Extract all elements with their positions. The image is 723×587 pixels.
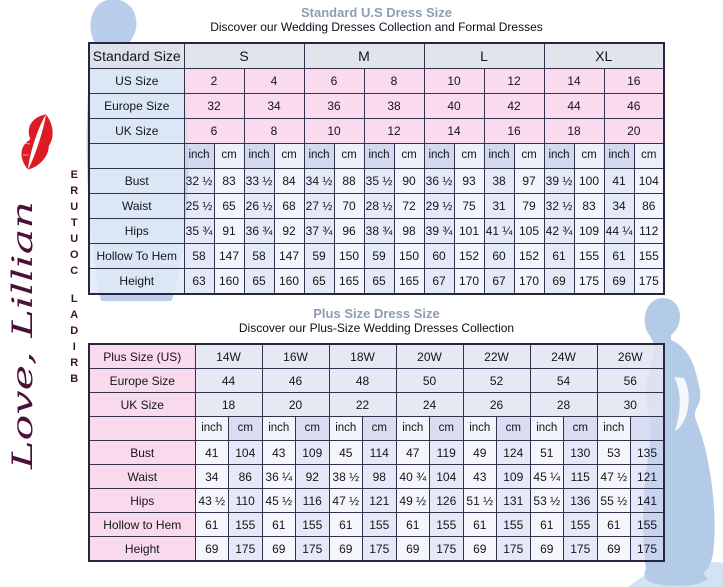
row-label: US Size [89,69,184,94]
row-label: Height [89,537,195,562]
measurement-cell: 61 [544,244,574,269]
unit-cm-header: cm [514,144,544,169]
size-cell: 18 [544,119,604,144]
brand-script-text: Love, Lillian [6,294,39,469]
measurement-cell: 34 [604,194,634,219]
measurement-cell: 175 [229,537,263,562]
measurement-cell: 32 ½ [184,169,214,194]
measurement-cell: 45 ¼ [530,465,564,489]
measurement-cell: 84 [274,169,304,194]
measurement-cell: 69 [604,269,634,295]
table-row [89,194,664,219]
measurement-cell: 34 ½ [304,169,334,194]
measurement-cell: 69 [544,269,574,295]
size-cell: 36 [304,94,364,119]
size-cell: 46 [262,369,329,393]
measurement-cell: 147 [274,244,304,269]
measurement-cell: 175 [631,537,665,562]
measurement-cell: 29 ½ [424,194,454,219]
brand-vertical-letter: O [70,249,79,261]
size-cell: 2 [184,69,244,94]
unit-cm-header: cm [454,144,484,169]
size-cell: 14W [195,344,262,369]
brand-vertical-letter: D [70,325,79,337]
measurement-cell: 59 [304,244,334,269]
size-cell: 18W [329,344,396,369]
plus-size-section [88,306,665,562]
measurement-cell: 91 [214,219,244,244]
row-label: Waist [89,465,195,489]
table-row [89,244,664,269]
measurement-cell: 41 ¼ [484,219,514,244]
measurement-cell: 36 ¼ [262,465,296,489]
measurement-cell: 135 [631,441,665,465]
measurement-cell: 61 [195,513,229,537]
row-label: Hollow to Hem [89,513,195,537]
measurement-cell: 53 [597,441,631,465]
measurement-cell: 92 [296,465,330,489]
measurement-cell: 104 [634,169,664,194]
measurement-cell: 115 [564,465,598,489]
size-cell: 16 [604,69,664,94]
measurement-cell: 104 [430,465,464,489]
brand-script-logo [0,183,70,478]
size-cell: 12 [364,119,424,144]
row-label: UK Size [89,119,184,144]
measurement-cell: 150 [394,244,424,269]
measurement-cell: 150 [334,244,364,269]
measurement-cell: 141 [631,489,665,513]
table-row [89,344,664,369]
size-cell: 50 [396,369,463,393]
size-cell: 24 [396,393,463,417]
measurement-cell: 69 [396,537,430,562]
unit-inch-header: inch [424,144,454,169]
row-label: Hips [89,219,184,244]
size-cell: 16W [262,344,329,369]
row-label: Plus Size (US) [89,344,195,369]
measurement-cell: 155 [574,244,604,269]
measurement-cell: 170 [514,269,544,295]
unit-inch-header: inch [184,144,214,169]
measurement-cell: 33 ½ [244,169,274,194]
measurement-cell: 65 [244,269,274,295]
measurement-cell: 83 [574,194,604,219]
measurement-cell: 39 ½ [544,169,574,194]
table-row [89,94,664,119]
row-label: Europe Size [89,94,184,119]
measurement-cell: 86 [229,465,263,489]
measurement-cell: 155 [634,244,664,269]
measurement-cell: 43 [262,441,296,465]
measurement-cell: 121 [363,489,397,513]
table-row [89,417,664,441]
unit-row-label [89,144,184,169]
measurement-cell: 175 [564,537,598,562]
standard-table-title: Standard U.S Dress Size [301,5,452,20]
table-row [89,513,664,537]
size-cell: 26 [463,393,530,417]
row-label: Waist [89,194,184,219]
measurement-cell: 61 [329,513,363,537]
table-row [89,219,664,244]
unit-cm-header: cm [564,417,598,441]
measurement-cell: 43 ½ [195,489,229,513]
size-cell: 8 [244,119,304,144]
unit-inch-header: inch [329,417,363,441]
size-charts-content [88,5,665,562]
measurement-cell: 155 [564,513,598,537]
measurement-cell: 61 [396,513,430,537]
measurement-cell: 104 [229,441,263,465]
table-row [89,69,664,94]
measurement-cell: 152 [514,244,544,269]
brand-vertical-letter: B [70,373,79,385]
measurement-cell: 49 ½ [396,489,430,513]
unit-inch-header: inch [597,417,631,441]
measurement-cell: 61 [597,513,631,537]
size-cell: 30 [597,393,664,417]
measurement-cell: 116 [296,489,330,513]
measurement-cell: 69 [530,537,564,562]
measurement-cell: 109 [296,441,330,465]
measurement-cell: 155 [631,513,665,537]
unit-inch-header: inch [544,144,574,169]
group-header-label: Standard Size [89,43,184,69]
measurement-cell: 47 [396,441,430,465]
brand-vertical-letter: L [70,293,78,305]
measurement-cell: 35 ½ [364,169,394,194]
unit-cm-header: cm [334,144,364,169]
plus-table-title: Plus Size Dress Size [313,306,440,321]
measurement-cell: 67 [424,269,454,295]
size-cell: 16 [484,119,544,144]
measurement-cell: 25 ½ [184,194,214,219]
unit-inch-header: inch [530,417,564,441]
measurement-cell: 124 [497,441,531,465]
measurement-cell: 45 [329,441,363,465]
measurement-cell: 69 [463,537,497,562]
table-row [89,144,664,169]
measurement-cell: 175 [296,537,330,562]
measurement-cell: 110 [229,489,263,513]
measurement-cell: 79 [514,194,544,219]
measurement-cell: 58 [184,244,214,269]
table-row [89,489,664,513]
measurement-cell: 98 [363,465,397,489]
measurement-cell: 69 [597,537,631,562]
unit-cm-header [631,417,665,441]
size-cell: 10 [304,119,364,144]
unit-inch-header: inch [604,144,634,169]
size-cell: 20 [604,119,664,144]
unit-inch-header: inch [304,144,334,169]
measurement-cell: 114 [363,441,397,465]
measurement-cell: 37 ¾ [304,219,334,244]
brand-vertical-text [70,167,79,387]
measurement-cell: 36 ¾ [244,219,274,244]
size-cell: 28 [530,393,597,417]
size-cell: 10 [424,69,484,94]
brand-vertical-letter: T [70,217,78,229]
unit-inch-header: inch [484,144,514,169]
measurement-cell: 165 [394,269,424,295]
measurement-cell: 160 [274,269,304,295]
measurement-cell: 59 [364,244,394,269]
unit-cm-header: cm [229,417,263,441]
row-label: Hips [89,489,195,513]
size-cell: 12 [484,69,544,94]
measurement-cell: 155 [296,513,330,537]
measurement-cell: 53 ½ [530,489,564,513]
measurement-cell: 47 ½ [329,489,363,513]
size-cell: 42 [484,94,544,119]
table-row [89,537,664,562]
measurement-cell: 35 ¾ [184,219,214,244]
measurement-cell: 175 [497,537,531,562]
measurement-cell: 75 [454,194,484,219]
measurement-cell: 70 [334,194,364,219]
measurement-cell: 38 ½ [329,465,363,489]
measurement-cell: 136 [564,489,598,513]
measurement-cell: 47 ½ [597,465,631,489]
measurement-cell: 28 ½ [364,194,394,219]
measurement-cell: 109 [574,219,604,244]
row-label: Bust [89,441,195,465]
measurement-cell: 175 [430,537,464,562]
measurement-cell: 100 [574,169,604,194]
measurement-cell: 67 [484,269,514,295]
row-label: UK Size [89,393,195,417]
measurement-cell: 42 ¾ [544,219,574,244]
size-cell: 38 [364,94,424,119]
measurement-cell: 65 [304,269,334,295]
measurement-cell: 60 [484,244,514,269]
measurement-cell: 90 [394,169,424,194]
measurement-cell: 155 [430,513,464,537]
size-cell: 20W [396,344,463,369]
measurement-cell: 65 [214,194,244,219]
unit-inch-header: inch [396,417,430,441]
unit-row-label [89,417,195,441]
measurement-cell: 41 [604,169,634,194]
size-cell: 8 [364,69,424,94]
measurement-cell: 175 [634,269,664,295]
group-header-cell: XL [544,43,664,69]
measurement-cell: 109 [497,465,531,489]
standard-size-section [88,5,665,295]
measurement-cell: 38 ¾ [364,219,394,244]
measurement-cell: 155 [497,513,531,537]
measurement-cell: 61 [604,244,634,269]
measurement-cell: 97 [514,169,544,194]
measurement-cell: 96 [334,219,364,244]
size-cell: 14 [544,69,604,94]
size-cell: 26W [597,344,664,369]
plus-size-table [88,343,665,562]
measurement-cell: 88 [334,169,364,194]
measurement-cell: 175 [574,269,604,295]
measurement-cell: 130 [564,441,598,465]
size-cell: 22W [463,344,530,369]
measurement-cell: 101 [454,219,484,244]
brand-block [0,0,88,587]
table-row [89,465,664,489]
measurement-cell: 68 [274,194,304,219]
size-cell: 34 [244,94,304,119]
table-row [89,119,664,144]
group-header-cell: S [184,43,304,69]
brand-vertical-letter: R [70,357,79,369]
table-row [89,169,664,194]
measurement-cell: 61 [262,513,296,537]
unit-cm-header: cm [634,144,664,169]
measurement-cell: 34 [195,465,229,489]
measurement-cell: 55 ½ [597,489,631,513]
unit-inch-header: inch [195,417,229,441]
size-cell: 44 [195,369,262,393]
brand-vertical-letter: U [70,201,79,213]
brand-vertical-letter: R [70,185,79,197]
group-header-cell: M [304,43,424,69]
size-cell: 24W [530,344,597,369]
group-header-cell: L [424,43,544,69]
measurement-cell: 69 [262,537,296,562]
size-cell: 4 [244,69,304,94]
measurement-cell: 86 [634,194,664,219]
size-cell: 6 [184,119,244,144]
measurement-cell: 165 [334,269,364,295]
row-label: Height [89,269,184,295]
brand-vertical-letter: U [70,233,79,245]
table-row [89,393,664,417]
measurement-cell: 160 [214,269,244,295]
size-cell: 46 [604,94,664,119]
size-cell: 56 [597,369,664,393]
measurement-cell: 63 [184,269,214,295]
lips-icon [6,106,67,179]
measurement-cell: 126 [430,489,464,513]
measurement-cell: 61 [530,513,564,537]
plus-table-subtitle: Discover our Plus-Size Wedding Dresses Collection [238,321,515,335]
row-label: Bust [89,169,184,194]
unit-cm-header: cm [574,144,604,169]
measurement-cell: 39 ¾ [424,219,454,244]
measurement-cell: 175 [363,537,397,562]
measurement-cell: 83 [214,169,244,194]
measurement-cell: 155 [363,513,397,537]
unit-cm-header: cm [430,417,464,441]
measurement-cell: 27 ½ [304,194,334,219]
measurement-cell: 51 [530,441,564,465]
measurement-cell: 61 [463,513,497,537]
size-cell: 48 [329,369,396,393]
measurement-cell: 155 [229,513,263,537]
size-cell: 54 [530,369,597,393]
size-cell: 52 [463,369,530,393]
unit-cm-header: cm [394,144,424,169]
measurement-cell: 147 [214,244,244,269]
measurement-cell: 38 [484,169,514,194]
brand-vertical-letter: A [70,309,79,321]
brand-vertical-letter: E [70,169,78,181]
size-cell: 6 [304,69,364,94]
unit-cm-header: cm [296,417,330,441]
measurement-cell: 41 [195,441,229,465]
unit-cm-header: cm [497,417,531,441]
measurement-cell: 40 ¾ [396,465,430,489]
measurement-cell: 65 [364,269,394,295]
measurement-cell: 58 [244,244,274,269]
measurement-cell: 119 [430,441,464,465]
unit-inch-header: inch [262,417,296,441]
size-cell: 32 [184,94,244,119]
measurement-cell: 45 ½ [262,489,296,513]
brand-vertical-letter: I [72,341,76,353]
measurement-cell: 131 [497,489,531,513]
table-row [89,441,664,465]
table-row [89,43,664,69]
standard-table-subtitle: Discover our Wedding Dresses Collection and Formal Dresses [210,20,543,34]
measurement-cell: 43 [463,465,497,489]
size-cell: 22 [329,393,396,417]
standard-size-table [88,42,665,295]
table-row [89,269,664,295]
measurement-cell: 51 ½ [463,489,497,513]
size-cell: 18 [195,393,262,417]
measurement-cell: 60 [424,244,454,269]
measurement-cell: 72 [394,194,424,219]
measurement-cell: 49 [463,441,497,465]
measurement-cell: 31 [484,194,514,219]
measurement-cell: 26 ½ [244,194,274,219]
unit-cm-header: cm [274,144,304,169]
measurement-cell: 36 ½ [424,169,454,194]
unit-cm-header: cm [363,417,397,441]
measurement-cell: 112 [634,219,664,244]
size-cell: 44 [544,94,604,119]
table-row [89,369,664,393]
measurement-cell: 32 ½ [544,194,574,219]
size-cell: 14 [424,119,484,144]
measurement-cell: 69 [329,537,363,562]
measurement-cell: 170 [454,269,484,295]
size-cell: 20 [262,393,329,417]
size-cell: 40 [424,94,484,119]
brand-vertical-letter: C [70,265,79,277]
measurement-cell: 44 ¼ [604,219,634,244]
unit-inch-header: inch [244,144,274,169]
measurement-cell: 105 [514,219,544,244]
measurement-cell: 152 [454,244,484,269]
row-label: Europe Size [89,369,195,393]
measurement-cell: 98 [394,219,424,244]
row-label: Hollow To Hem [89,244,184,269]
measurement-cell: 69 [195,537,229,562]
measurement-cell: 121 [631,465,665,489]
unit-inch-header: inch [364,144,394,169]
unit-cm-header: cm [214,144,244,169]
measurement-cell: 92 [274,219,304,244]
measurement-cell: 93 [454,169,484,194]
unit-inch-header: inch [463,417,497,441]
